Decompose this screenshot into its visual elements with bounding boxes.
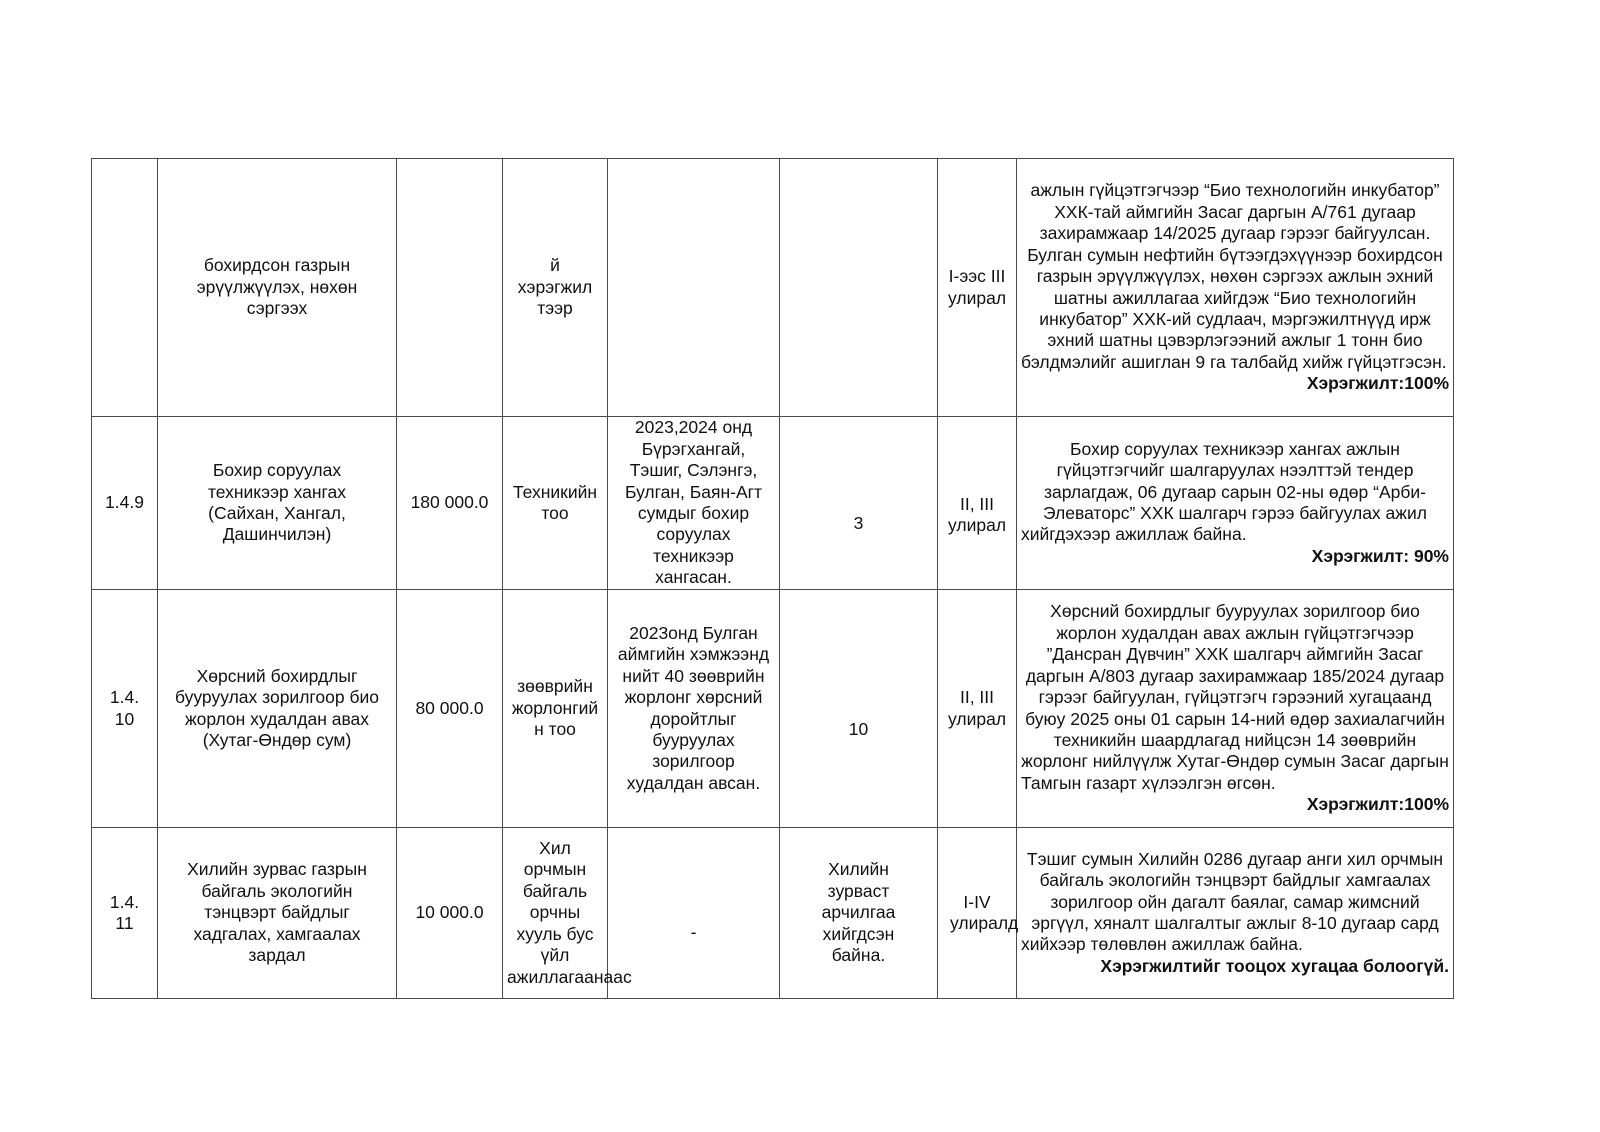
cell-period: I-ээс III улирал (938, 159, 1017, 417)
status-label: Хэрэгжилтийг тооцох хугацаа болоогүй. (1100, 955, 1449, 976)
cell-baseline (608, 159, 780, 417)
report-text: ажлын гүйцэтгэгчээр “Био технологийн инкубатор” ХХК-тай аймгийн Засаг даргын А/761 дугаар захирамжаар 14/2025 дугаар гэрээг байгуулсан. Булган сумын нефтийн бүтээгдэхүүнээр бохирдсон газрын эрүүлжүүлэх, нөхөн сэргээх ажлын эхний шатны ажиллагаа хийгдэж “Био технологийн инкубатор” ХХК-ий судлаач, мэргэжилтнүүд ирж эхний шатны цэвэрлэгээний ажлыг 1 тонн био бэлдмэлийг ашиглан 9 га талбайд хийж гүйцэтгэсэн. (1021, 180, 1447, 372)
cell-activity: Бохир соруулах техникээр хангах (Сайхан, Хангал, Дашинчилэн) (158, 417, 397, 590)
status-label: Хэрэгжилт:100% (1306, 373, 1449, 394)
report-text: Бохир соруулах техникээр хангах ажлын гүйцэтгэгчийг шалгаруулах нээлттэй тендер зарлагдаж, 06 дугаар сарын 02-ны өдөр “Арби-Элеваторс” ХХК шалгарч гэрээ байгуулах ажил хийгдэхээр ажиллаж байна. (1021, 438, 1427, 545)
cell-report (1017, 159, 1454, 417)
cell-report (1017, 828, 1454, 999)
cell-baseline: 2023,2024 онд Бүрэгхангай, Тэшиг, Сэлэнгэ, Булган, Баян-Агт сумдыг бохир соруулах техникээр хангасан. (608, 417, 780, 590)
status-label: Хэрэгжилт: 90% (1311, 545, 1449, 566)
implementation-report-table (91, 158, 1454, 999)
cell-target: 3 (780, 417, 938, 590)
cell-budget: 180 000.0 (397, 417, 503, 590)
cell-report (1017, 417, 1454, 590)
table-row (92, 159, 1454, 417)
cell-period: II, III улирал (938, 417, 1017, 590)
table-row (92, 417, 1454, 590)
report-text: Тэшиг сумын Хилийн 0286 дугаар анги хил орчмын байгаль экологийн тэнцвэрт байдлыг хамгаалах зорилгоор ойн дагалт баялаг, самар жимсний эргүүл, хяналт шалгалтыг ажлыг 8-10 дугаар сард хийхээр төлөвлөн ажиллаж байна. (1021, 848, 1444, 955)
cell-target: 10 (780, 590, 938, 828)
table-row (92, 828, 1454, 999)
report-text: Хөрсний бохирдлыг бууруулах зорилгоор био жорлон худалдан авах ажлын гүйцэтгэгчээр ”Дансран Дүвчин” ХХК шалгарч аймгийн Засаг даргын А/803 дугаар захирамжаар 185/2024 дугаар гэрээг байгуулан, гүйцэтгэгч гэрээний хугацаанд буюу 2025 оны 01 сарын 14-ний өдөр захиалагчийн техникийн шаардлагад нийцсэн 14 зөөврийн жорлонг нийлүүлж Хутаг-Өндөр сумын Засаг даргын Тамгын газарт хүлээлгэн өгсөн. (1021, 601, 1449, 793)
table-row (92, 590, 1454, 828)
cell-activity: бохирдсон газрын эрүүлжүүлэх, нөхөн сэргээх (158, 159, 397, 417)
cell-target: Хилийн зурваст арчилгаа хийгдсэн байна. (780, 828, 938, 999)
cell-period: I-IV улиралд (938, 828, 1017, 999)
cell-baseline: 2023онд Булган аймгийн хэмжээнд нийт 40 зөөврийн жорлонг хөрсний доройтлыг бууруулах зорилгоор худалдан авсан. (608, 590, 780, 828)
cell-budget: 10 000.0 (397, 828, 503, 999)
cell-code: 1.4.11 (92, 828, 158, 999)
cell-indicator: зөөврийн жорлонгийн тоо (503, 590, 608, 828)
cell-target (780, 159, 938, 417)
cell-code: 1.4.10 (92, 590, 158, 828)
cell-indicator: й хэрэгжил тээр (503, 159, 608, 417)
cell-indicator: Хил орчмын байгаль орчны хууль бус үйл ажиллагаанаас (503, 828, 608, 999)
status-label: Хэрэгжилт:100% (1306, 794, 1449, 815)
cell-period: II, III улирал (938, 590, 1017, 828)
cell-code: 1.4.9 (92, 417, 158, 590)
cell-activity: Хөрсний бохирдлыг бууруулах зорилгоор био жорлон худалдан авах (Хутаг-Өндөр сум) (158, 590, 397, 828)
cell-activity: Хилийн зурвас газрын байгаль экологийн тэнцвэрт байдлыг хадгалах, хамгаалах зардал (158, 828, 397, 999)
cell-code (92, 159, 158, 417)
cell-baseline: - (608, 828, 780, 999)
cell-indicator: Техникийн тоо (503, 417, 608, 590)
cell-report (1017, 590, 1454, 828)
cell-budget (397, 159, 503, 417)
cell-budget: 80 000.0 (397, 590, 503, 828)
